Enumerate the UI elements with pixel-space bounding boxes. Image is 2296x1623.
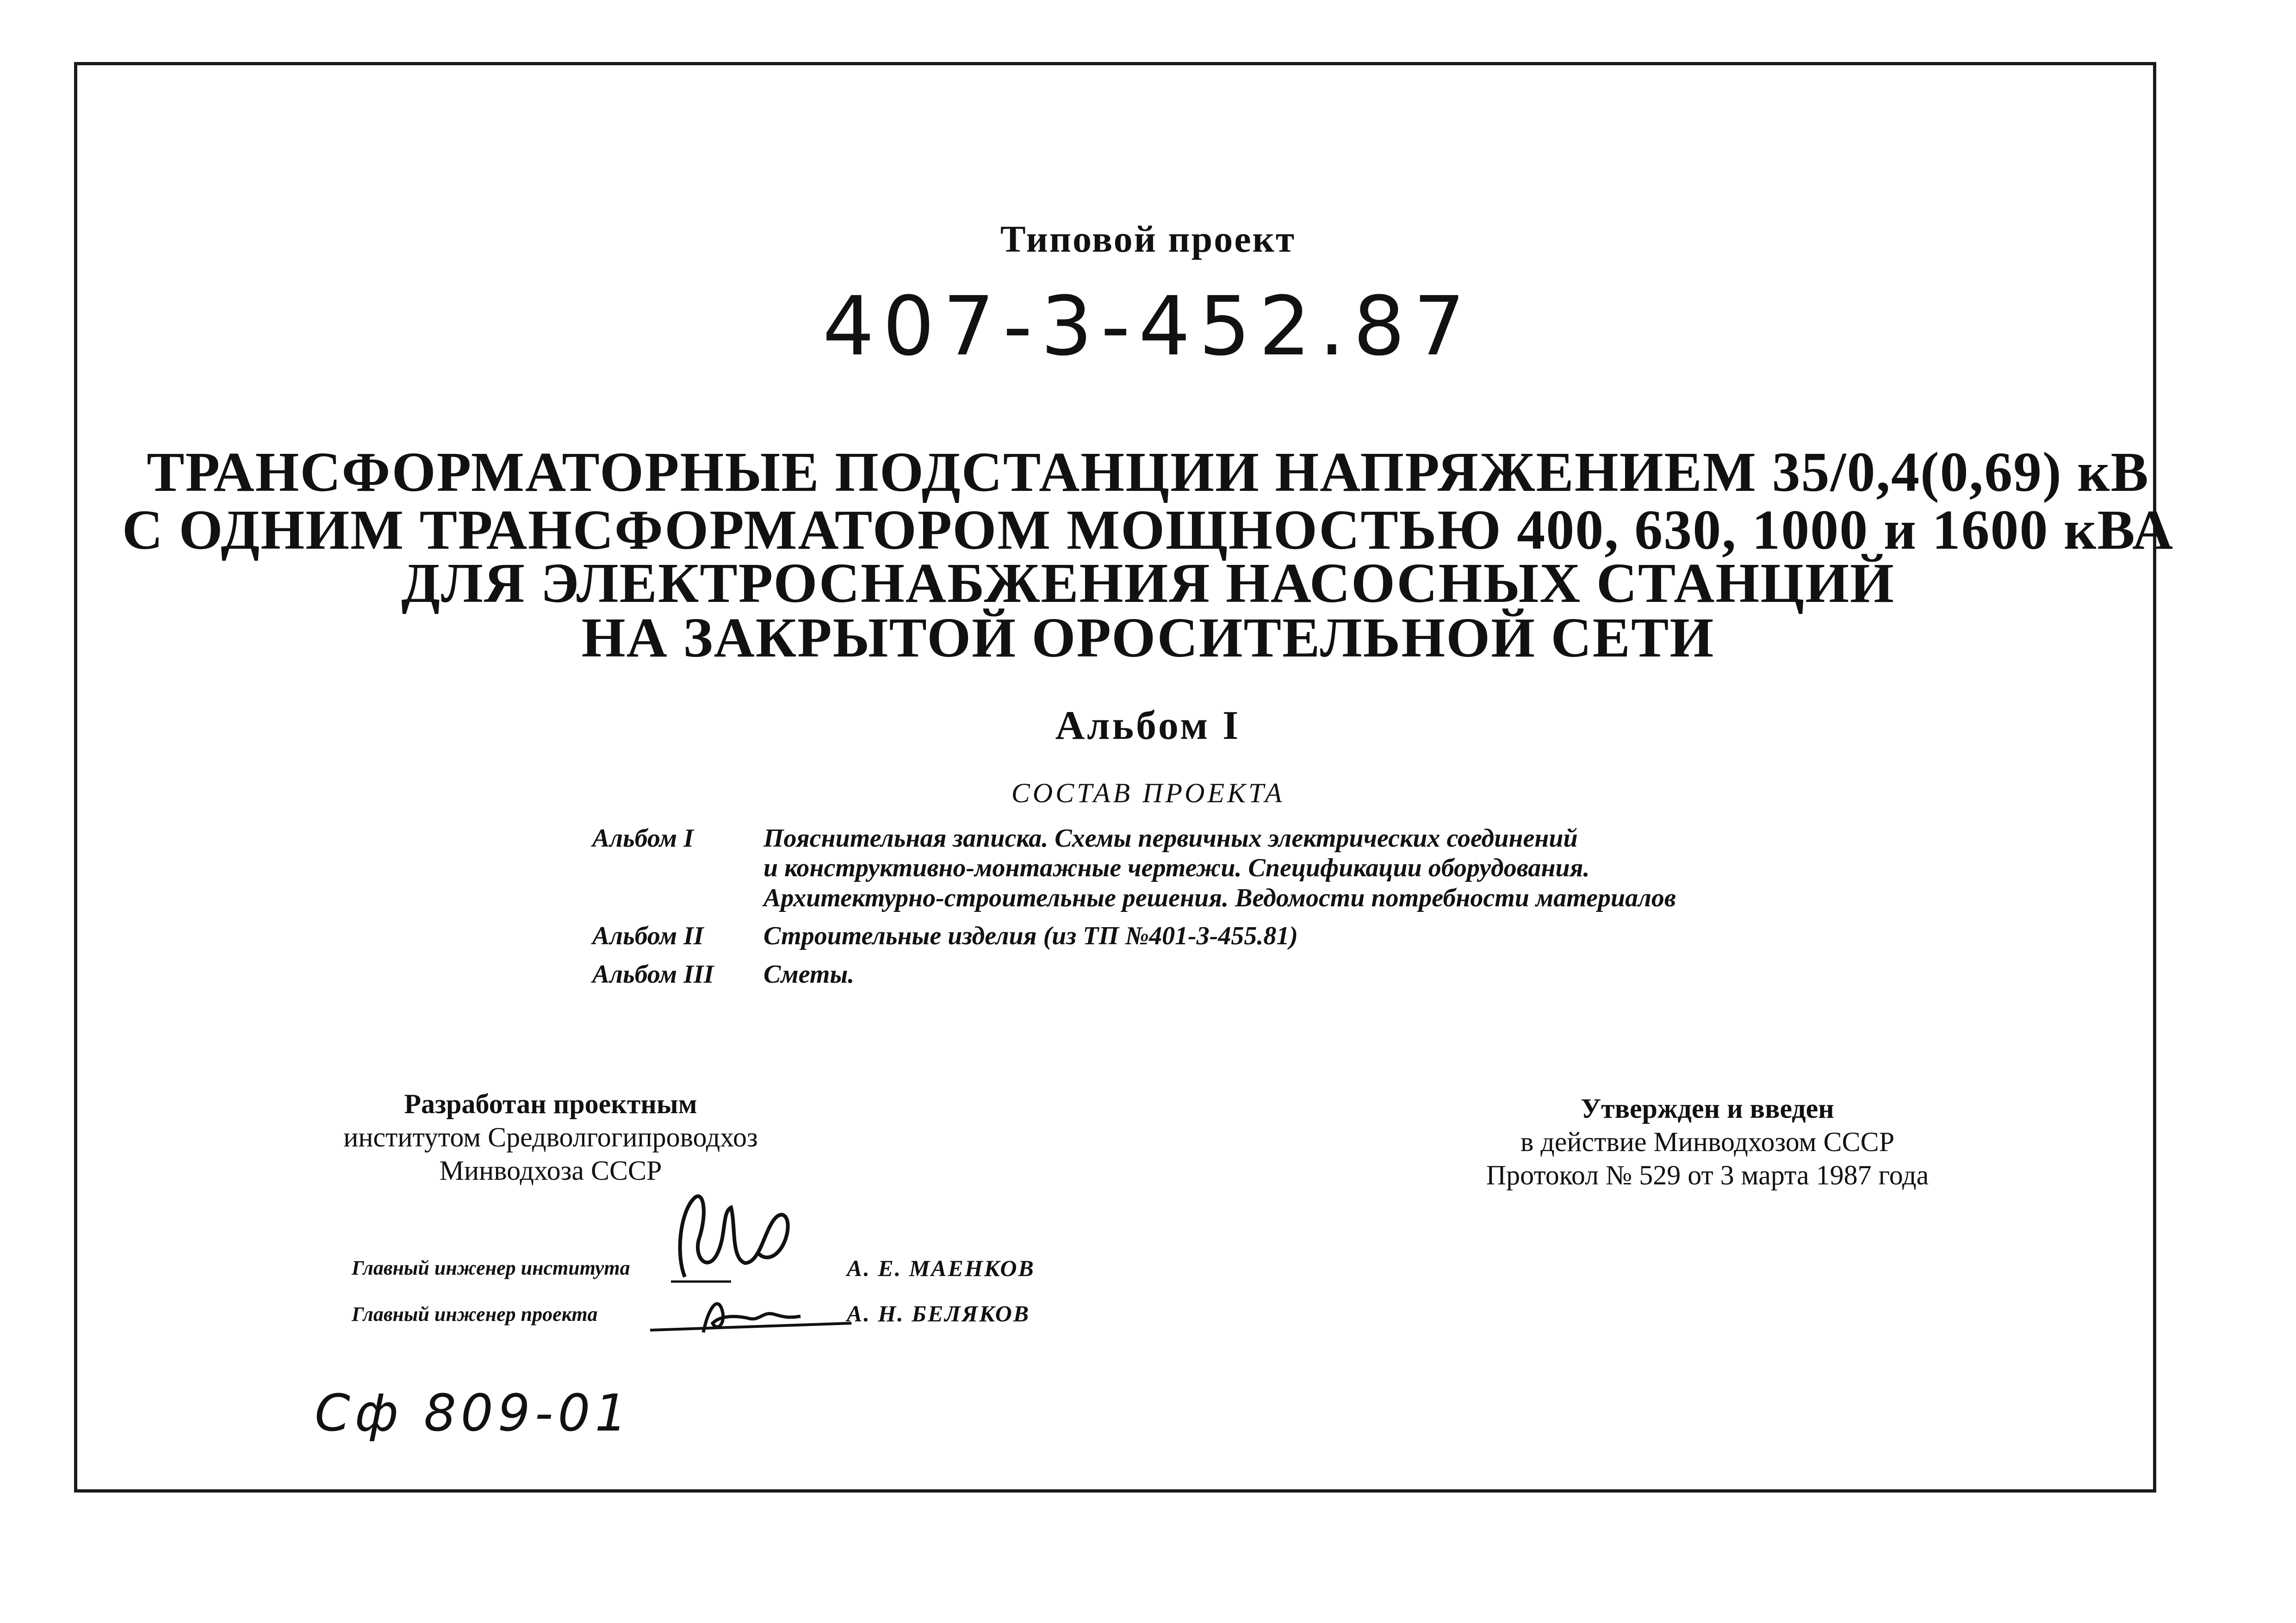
composition-heading: СОСТАВ ПРОЕКТА (1011, 778, 1285, 808)
approval-block (1407, 1092, 2008, 1192)
album-desc-line: и конструктивно-монтажные чертежи. Спецификации оборудования. (763, 854, 1590, 883)
signature-belyakov-icon (648, 1291, 856, 1342)
type-label: Типовой проект (1000, 218, 1296, 260)
album-key: Альбом II (592, 922, 704, 951)
title-line-2: С ОДНИМ ТРАНСФОРМАТОРОМ МОЩНОСТЬЮ 400, 630, 1000 и 1600 кВА (122, 499, 2174, 561)
title-line-3: ДЛЯ ЭЛЕКТРОСНАБЖЕНИЯ НАСОСНЫХ СТАНЦИЙ (401, 552, 1895, 614)
album-desc-line: Архитектурно-строительные решения. Ведомости потребности материалов (763, 883, 1676, 912)
title-line-1: ТРАНСФОРМАТОРНЫЕ ПОДСТАНЦИИ НАПРЯЖЕНИЕМ 35/0,4(0,69) кВ (147, 441, 2149, 503)
approval-line: в действие Минводхозом СССР (1520, 1127, 1895, 1157)
chief-engineer-institute-name: А. Е. МАЕНКОВ (847, 1255, 1035, 1281)
album-entry (592, 824, 1676, 853)
developer-line: институтом Средволгогипроводхоз (343, 1122, 758, 1152)
album-desc-line: Сметы. (763, 960, 855, 989)
approval-line: Утвержден и введен (1581, 1093, 1834, 1124)
album-key: Альбом III (592, 960, 714, 989)
developer-line: Минводхоза СССР (439, 1155, 662, 1186)
album-desc-line: Строительные изделия (из ТП №401-3-455.81) (763, 922, 1298, 951)
album-desc-line: Пояснительная записка. Схемы первичных электрических соединений (763, 824, 1578, 853)
title-line-4: НА ЗАКРЫТОЙ ОРОСИТЕЛЬНОЙ СЕТИ (581, 607, 1715, 669)
archive-code: Сф 809-01 (315, 1383, 632, 1443)
signature-maenkov-icon (666, 1184, 819, 1295)
developer-line: Разработан проектным (404, 1089, 697, 1119)
chief-engineer-project-name: А. Н. БЕЛЯКОВ (847, 1301, 1030, 1326)
project-number: 407-3-452.87 (822, 279, 1474, 374)
album-desc-continuation (592, 883, 1676, 913)
album-title: Альбом I (1055, 703, 1241, 748)
composition-list (592, 824, 1676, 989)
album-entry (592, 960, 1676, 989)
approval-line: Протокол № 529 от 3 марта 1987 года (1486, 1160, 1929, 1190)
album-entry (592, 921, 1676, 951)
album-key: Альбом I (592, 824, 694, 853)
developer-block (296, 1087, 805, 1187)
chief-engineer-project-label: Главный инженер проекта (352, 1303, 598, 1326)
chief-engineer-institute-label: Главный инженер института (352, 1257, 630, 1279)
album-desc-continuation (592, 853, 1676, 883)
